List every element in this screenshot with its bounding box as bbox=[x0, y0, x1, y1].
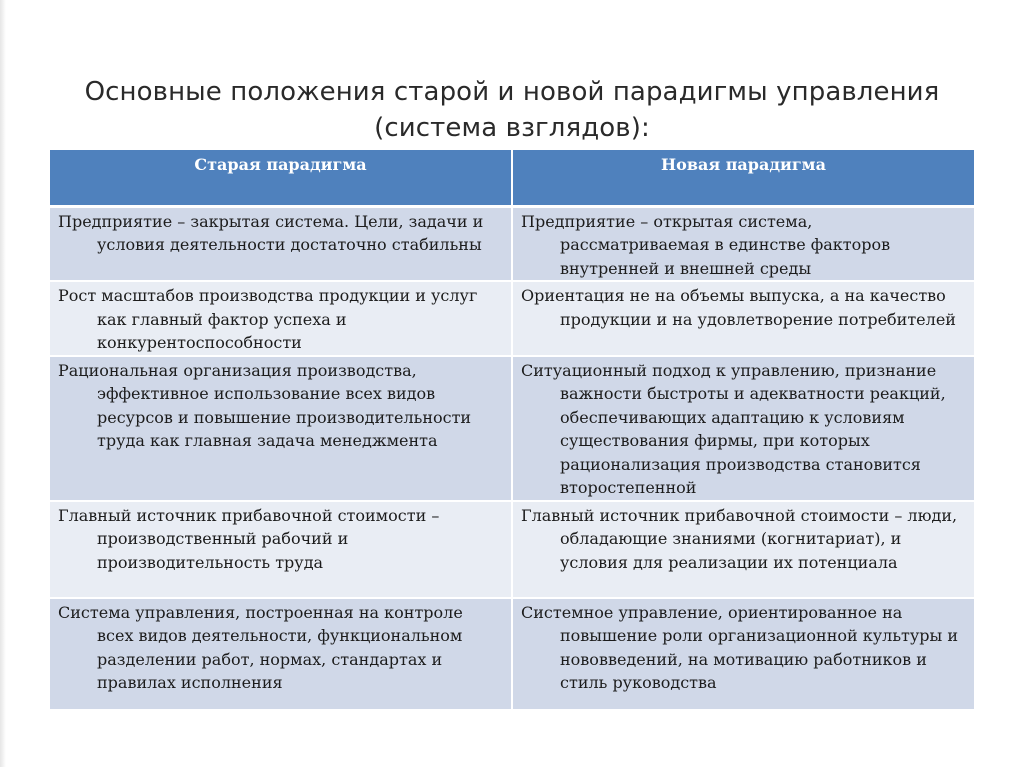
slide-edge bbox=[0, 0, 6, 767]
old-paradigm-cell: Главный источник прибавочной стоимости – производственный рабочий и производительность труда bbox=[50, 501, 512, 598]
paradigm-comparison-table bbox=[50, 150, 974, 711]
table-header-row bbox=[50, 150, 974, 206]
new-paradigm-cell: Ориентация не на объемы выпуска, а на качество продукции и на удовлетворение потребителей bbox=[512, 281, 974, 356]
title-line-2: (система взглядов): bbox=[374, 113, 650, 143]
header-new-paradigm: Новая парадигма bbox=[512, 150, 974, 206]
header-old-paradigm: Старая парадигма bbox=[50, 150, 512, 206]
table-row bbox=[50, 206, 974, 281]
title-line-1: Основные положения старой и новой парадигмы управления bbox=[84, 77, 940, 107]
new-paradigm-cell: Главный источник прибавочной стоимости – люди, обладающие знаниями (когнитариат), и условия для реализации их потенциала bbox=[512, 501, 974, 598]
old-paradigm-cell: Рост масштабов производства продукции и услуг как главный фактор успеха и конкурентоспособности bbox=[50, 281, 512, 356]
new-paradigm-cell: Системное управление, ориентированное на повышение роли организационной культуры и нововведений, на мотивацию работников и стиль руководства bbox=[512, 598, 974, 710]
old-paradigm-cell: Рациональная организация производства, эффективное использование всех видов ресурсов и повышение производительности труда как главная задача менеджмента bbox=[50, 356, 512, 501]
table-row bbox=[50, 281, 974, 356]
slide-title bbox=[50, 74, 974, 146]
table-row bbox=[50, 501, 974, 598]
old-paradigm-cell: Предприятие – закрытая система. Цели, задачи и условия деятельности достаточно стабильны bbox=[50, 206, 512, 281]
new-paradigm-cell: Предприятие – открытая система, рассматриваемая в единстве факторов внутренней и внешней среды bbox=[512, 206, 974, 281]
old-paradigm-cell: Система управления, построенная на контроле всех видов деятельности, функциональном разделении работ, нормах, стандартах и правилах исполнения bbox=[50, 598, 512, 710]
new-paradigm-cell: Ситуационный подход к управлению, признание важности быстроты и адекватности реакций, обеспечивающих адаптацию к условиям существования фирмы, при которых рационализация производства становится второстепенной bbox=[512, 356, 974, 501]
table-row bbox=[50, 598, 974, 710]
table-row bbox=[50, 356, 974, 501]
